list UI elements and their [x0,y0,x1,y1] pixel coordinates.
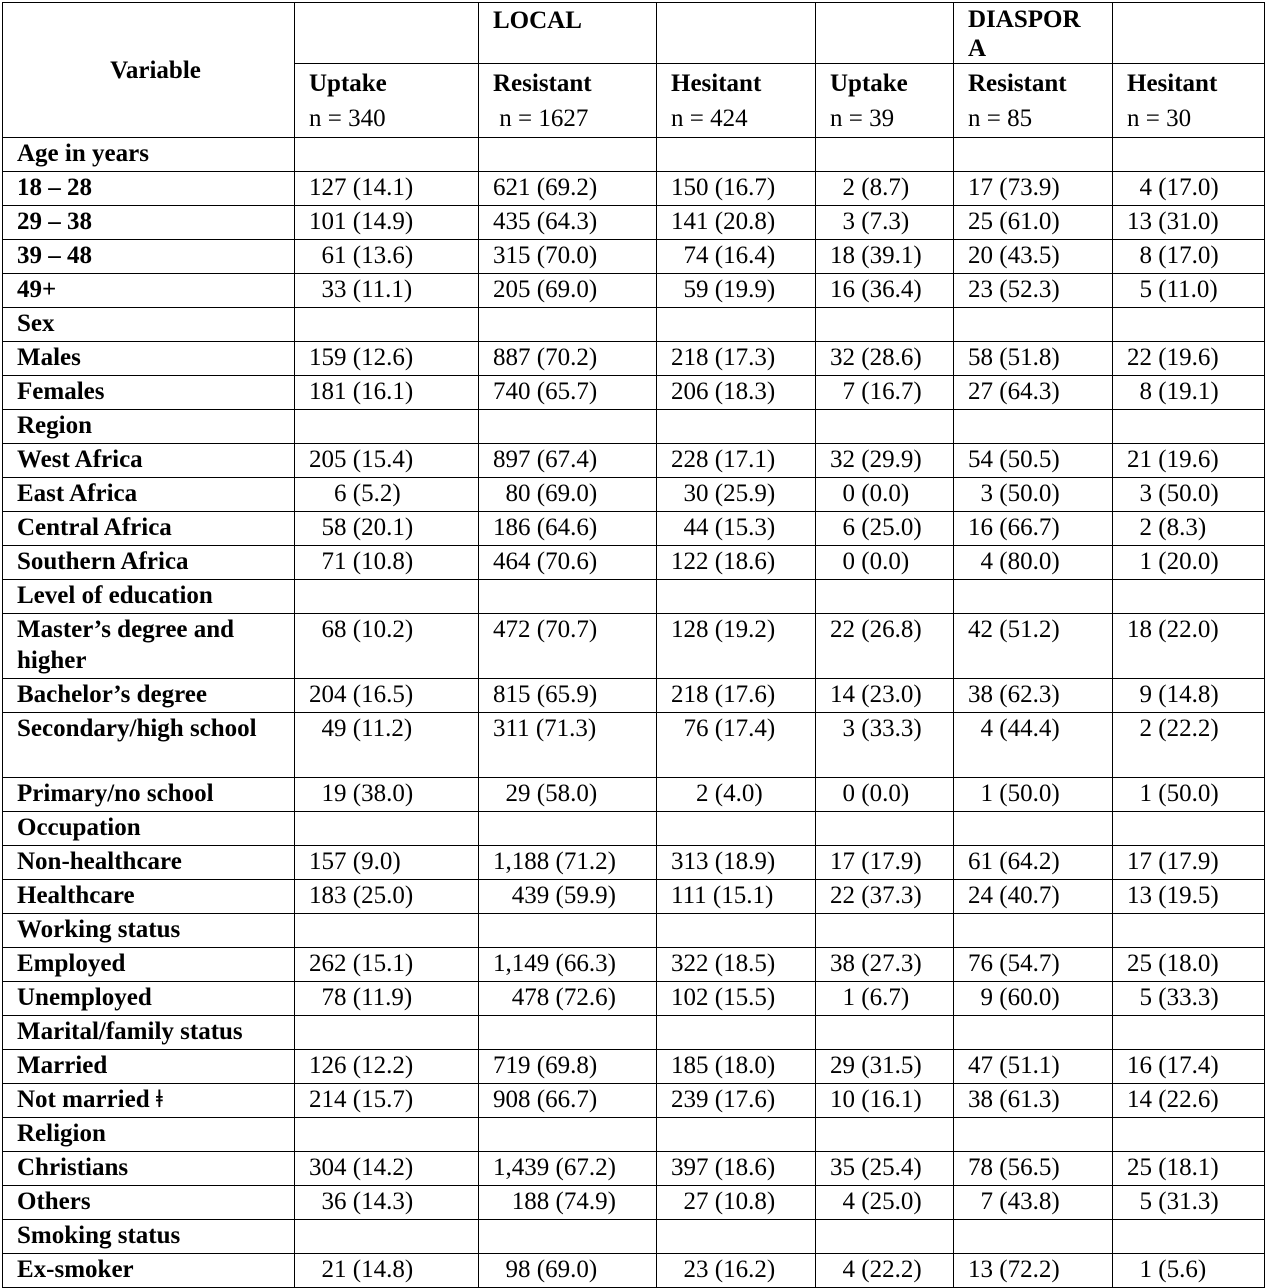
table-row [3,948,1265,982]
empty-cell [1113,914,1265,948]
empty-cell [295,812,479,846]
table-cell: 4 (44.4) [954,713,1113,778]
table-cell: 58 (51.8) [954,342,1113,376]
table-cell: 228 (17.1) [657,444,816,478]
header-col-label: Resistant [493,70,592,97]
table-cell: 23 (16.2) [657,1254,816,1288]
empty-cell [657,914,816,948]
table-cell: 315 (70.0) [479,240,657,274]
table-cell: 27 (64.3) [954,376,1113,410]
table-cell: 6 (25.0) [816,512,954,546]
table-row [3,713,1265,778]
table-cell: 42 (51.2) [954,614,1113,679]
table-cell: 20 (43.5) [954,240,1113,274]
empty-cell [954,580,1113,614]
variable-label: Christians [3,1152,295,1186]
variable-label: 18 – 28 [3,172,295,206]
variable-label: Healthcare [3,880,295,914]
table-cell: 3 (33.3) [816,713,954,778]
table-cell: 38 (27.3) [816,948,954,982]
category-label: Region [3,410,295,444]
empty-cell [1113,812,1265,846]
table-cell: 47 (51.1) [954,1050,1113,1084]
table-cell: 1 (50.0) [1113,778,1265,812]
header-col-n: n = 85 [968,105,1033,132]
table-cell: 2 (4.0) [657,778,816,812]
empty-cell [479,812,657,846]
variable-label: Males [3,342,295,376]
empty-cell [295,1220,479,1254]
empty-cell [295,1016,479,1050]
table-row [3,478,1265,512]
table-cell: 464 (70.6) [479,546,657,580]
header-col-1 [479,64,657,138]
table-cell: 29 (58.0) [479,778,657,812]
empty-cell [479,1016,657,1050]
table-cell: 101 (14.9) [295,206,479,240]
category-label: Sex [3,308,295,342]
table-cell: 22 (19.6) [1113,342,1265,376]
table-cell: 6 (5.2) [295,478,479,512]
table-cell: 3 (7.3) [816,206,954,240]
header-local: LOCAL [479,3,657,64]
table-cell: 25 (18.1) [1113,1152,1265,1186]
variable-label: East Africa [3,478,295,512]
header-empty-4 [1113,3,1265,64]
table-cell: 5 (11.0) [1113,274,1265,308]
header-variable: Variable [3,3,295,138]
table-cell: 186 (64.6) [479,512,657,546]
table-cell: 44 (15.3) [657,512,816,546]
table-cell: 1 (20.0) [1113,546,1265,580]
variable-label: Non-healthcare [3,846,295,880]
table-cell: 740 (65.7) [479,376,657,410]
table-cell: 150 (16.7) [657,172,816,206]
table-cell: 3 (50.0) [954,478,1113,512]
table-cell: 122 (18.6) [657,546,816,580]
table-cell: 1 (6.7) [816,982,954,1016]
table-cell: 621 (69.2) [479,172,657,206]
table-cell: 205 (15.4) [295,444,479,478]
header-empty-1 [295,3,479,64]
header-col-label: Resistant [968,70,1067,97]
table-cell: 185 (18.0) [657,1050,816,1084]
table-cell: 61 (64.2) [954,846,1113,880]
table-cell: 478 (72.6) [479,982,657,1016]
table-row [3,342,1265,376]
table-row [3,1084,1265,1118]
table-cell: 2 (8.7) [816,172,954,206]
table-cell: 472 (70.7) [479,614,657,679]
table-cell: 78 (56.5) [954,1152,1113,1186]
table-cell: 13 (72.2) [954,1254,1113,1288]
table-cell: 35 (25.4) [816,1152,954,1186]
empty-cell [295,914,479,948]
table-cell: 21 (19.6) [1113,444,1265,478]
table-cell: 17 (73.9) [954,172,1113,206]
empty-cell [657,308,816,342]
category-row [3,1016,1265,1050]
table-cell: 0 (0.0) [816,778,954,812]
header-col-n: n = 30 [1127,105,1192,132]
empty-cell [657,580,816,614]
empty-cell [954,914,1113,948]
empty-cell [295,1118,479,1152]
table-cell: 29 (31.5) [816,1050,954,1084]
table-cell: 214 (15.7) [295,1084,479,1118]
empty-cell [657,410,816,444]
header-diaspora-line1: DIASPOR [968,6,1081,33]
table-cell: 435 (64.3) [479,206,657,240]
table-cell: 0 (0.0) [816,546,954,580]
table-cell: 204 (16.5) [295,679,479,713]
table-cell: 74 (16.4) [657,240,816,274]
empty-cell [1113,580,1265,614]
header-col-n: n = 1627 [493,105,589,132]
table-cell: 205 (69.0) [479,274,657,308]
empty-cell [816,410,954,444]
table-row [3,614,1265,679]
empty-cell [479,1118,657,1152]
category-label: Working status [3,914,295,948]
category-row [3,1220,1265,1254]
category-label: Smoking status [3,1220,295,1254]
empty-cell [954,410,1113,444]
empty-cell [816,914,954,948]
table-row [3,444,1265,478]
table-cell: 111 (15.1) [657,880,816,914]
variable-label: Secondary/high school [3,713,295,778]
table-cell: 5 (31.3) [1113,1186,1265,1220]
table-cell: 262 (15.1) [295,948,479,982]
table-cell: 304 (14.2) [295,1152,479,1186]
table-row [3,512,1265,546]
table-cell: 157 (9.0) [295,846,479,880]
table-cell: 36 (14.3) [295,1186,479,1220]
table-cell: 322 (18.5) [657,948,816,982]
header-col-label: Hesitant [1127,70,1218,97]
table-cell: 206 (18.3) [657,376,816,410]
table-cell: 4 (22.2) [816,1254,954,1288]
table-cell: 141 (20.8) [657,206,816,240]
empty-cell [1113,308,1265,342]
table-cell: 218 (17.6) [657,679,816,713]
empty-cell [816,1118,954,1152]
table-cell: 54 (50.5) [954,444,1113,478]
table-cell: 0 (0.0) [816,478,954,512]
table-cell: 128 (19.2) [657,614,816,679]
empty-cell [479,914,657,948]
table-cell: 61 (13.6) [295,240,479,274]
table-cell: 18 (39.1) [816,240,954,274]
empty-cell [1113,1220,1265,1254]
variable-label: Ex-smoker [3,1254,295,1288]
table-cell: 4 (17.0) [1113,172,1265,206]
empty-cell [816,308,954,342]
empty-cell [479,1220,657,1254]
table-cell: 4 (80.0) [954,546,1113,580]
variable-label: Not married ǂ [3,1084,295,1118]
table-cell: 17 (17.9) [1113,846,1265,880]
header-col-label: Hesitant [671,70,762,97]
table-cell: 102 (15.5) [657,982,816,1016]
table-cell: 68 (10.2) [295,614,479,679]
empty-cell [479,410,657,444]
table-cell: 159 (12.6) [295,342,479,376]
table-cell: 38 (62.3) [954,679,1113,713]
table-cell: 33 (11.1) [295,274,479,308]
table-cell: 14 (22.6) [1113,1084,1265,1118]
empty-cell [816,580,954,614]
empty-cell [479,308,657,342]
table-cell: 38 (61.3) [954,1084,1113,1118]
category-label: Religion [3,1118,295,1152]
table-row [3,1254,1265,1288]
table-cell: 8 (17.0) [1113,240,1265,274]
header-col-4 [954,64,1113,138]
table-cell: 21 (14.8) [295,1254,479,1288]
table-cell: 9 (14.8) [1113,679,1265,713]
table-cell: 32 (29.9) [816,444,954,478]
variable-label: Master’s degree and higher [3,614,295,679]
table-cell: 16 (17.4) [1113,1050,1265,1084]
table-cell: 2 (8.3) [1113,512,1265,546]
table-cell: 3 (50.0) [1113,478,1265,512]
table-cell: 32 (28.6) [816,342,954,376]
variable-label: Unemployed [3,982,295,1016]
empty-cell [657,1220,816,1254]
table-cell: 16 (66.7) [954,512,1113,546]
table-cell: 18 (22.0) [1113,614,1265,679]
empty-cell [954,138,1113,172]
table-row [3,846,1265,880]
table-cell: 25 (61.0) [954,206,1113,240]
category-row [3,308,1265,342]
header-empty-3 [816,3,954,64]
variable-label: Southern Africa [3,546,295,580]
table-cell: 908 (66.7) [479,1084,657,1118]
table-cell: 439 (59.9) [479,880,657,914]
table-cell: 1 (5.6) [1113,1254,1265,1288]
table-cell: 14 (23.0) [816,679,954,713]
header-col-n: n = 340 [309,105,386,132]
table-cell: 7 (43.8) [954,1186,1113,1220]
table-cell: 239 (17.6) [657,1084,816,1118]
empty-cell [295,138,479,172]
variable-label: 39 – 48 [3,240,295,274]
header-col-0 [295,64,479,138]
empty-cell [657,1016,816,1050]
table-cell: 183 (25.0) [295,880,479,914]
header-col-label: Uptake [830,70,908,97]
table-cell: 10 (16.1) [816,1084,954,1118]
table-cell: 22 (26.8) [816,614,954,679]
empty-cell [954,1220,1113,1254]
table-cell: 126 (12.2) [295,1050,479,1084]
table-cell: 5 (33.3) [1113,982,1265,1016]
category-label: Age in years [3,138,295,172]
table-cell: 22 (37.3) [816,880,954,914]
table-cell: 8 (19.1) [1113,376,1265,410]
variable-label: West Africa [3,444,295,478]
table-row [3,1050,1265,1084]
empty-cell [657,812,816,846]
category-row [3,914,1265,948]
table-cell: 49 (11.2) [295,713,479,778]
table-row [3,982,1265,1016]
empty-cell [816,138,954,172]
table-cell: 188 (74.9) [479,1186,657,1220]
table-cell: 76 (17.4) [657,713,816,778]
table-cell: 1 (50.0) [954,778,1113,812]
header-diaspora [954,3,1113,64]
empty-cell [295,580,479,614]
table-cell: 127 (14.1) [295,172,479,206]
table-cell: 7 (16.7) [816,376,954,410]
table-cell: 30 (25.9) [657,478,816,512]
header-col-label: Uptake [309,70,387,97]
variable-label: Bachelor’s degree [3,679,295,713]
table-row [3,546,1265,580]
empty-cell [295,308,479,342]
category-label: Occupation [3,812,295,846]
variable-label: Others [3,1186,295,1220]
table-cell: 76 (54.7) [954,948,1113,982]
table-cell: 27 (10.8) [657,1186,816,1220]
header-col-2 [657,64,816,138]
table-cell: 19 (38.0) [295,778,479,812]
empty-cell [657,138,816,172]
table-cell: 1,149 (66.3) [479,948,657,982]
table-row [3,376,1265,410]
variable-label: Females [3,376,295,410]
table-cell: 1,439 (67.2) [479,1152,657,1186]
empty-cell [816,1016,954,1050]
table-cell: 58 (20.1) [295,512,479,546]
empty-cell [954,1118,1113,1152]
table-cell: 98 (69.0) [479,1254,657,1288]
table-cell: 71 (10.8) [295,546,479,580]
variable-label: Married [3,1050,295,1084]
table-row [3,274,1265,308]
empty-cell [479,580,657,614]
empty-cell [1113,1118,1265,1152]
empty-cell [657,1118,816,1152]
table-cell: 897 (67.4) [479,444,657,478]
category-row [3,580,1265,614]
table-cell: 9 (60.0) [954,982,1113,1016]
table-cell: 17 (17.9) [816,846,954,880]
table-cell: 181 (16.1) [295,376,479,410]
variable-label: 29 – 38 [3,206,295,240]
table-row [3,1186,1265,1220]
table-cell: 313 (18.9) [657,846,816,880]
header-col-n: n = 424 [671,105,748,132]
table-row [3,172,1265,206]
empty-cell [1113,410,1265,444]
table-cell: 80 (69.0) [479,478,657,512]
table-cell: 218 (17.3) [657,342,816,376]
table-cell: 16 (36.4) [816,274,954,308]
empty-cell [1113,1016,1265,1050]
empty-cell [295,410,479,444]
empty-cell [816,812,954,846]
table-cell: 2 (22.2) [1113,713,1265,778]
category-row [3,812,1265,846]
table-cell: 59 (19.9) [657,274,816,308]
table-row [3,778,1265,812]
category-label: Marital/family status [3,1016,295,1050]
table-row [3,679,1265,713]
table-cell: 1,188 (71.2) [479,846,657,880]
header-diaspora-line2: A [968,35,987,62]
header-col-n: n = 39 [830,105,895,132]
empty-cell [954,812,1113,846]
header-col-3 [816,64,954,138]
variable-label: Employed [3,948,295,982]
table-cell: 397 (18.6) [657,1152,816,1186]
table-cell: 13 (19.5) [1113,880,1265,914]
table-cell: 4 (25.0) [816,1186,954,1220]
empty-cell [954,1016,1113,1050]
variable-label: Central Africa [3,512,295,546]
data-table [2,2,1265,1288]
table-row [3,206,1265,240]
header-col-5 [1113,64,1265,138]
table-cell: 23 (52.3) [954,274,1113,308]
variable-label: Primary/no school [3,778,295,812]
variable-label: 49+ [3,274,295,308]
empty-cell [954,308,1113,342]
header-empty-2 [657,3,816,64]
empty-cell [816,1220,954,1254]
table-row [3,1152,1265,1186]
category-row [3,1118,1265,1152]
empty-cell [479,138,657,172]
table-cell: 24 (40.7) [954,880,1113,914]
table-cell: 887 (70.2) [479,342,657,376]
category-row [3,410,1265,444]
table-row [3,880,1265,914]
table-cell: 311 (71.3) [479,713,657,778]
table-cell: 25 (18.0) [1113,948,1265,982]
table-row [3,240,1265,274]
category-row [3,138,1265,172]
category-label: Level of education [3,580,295,614]
table-cell: 78 (11.9) [295,982,479,1016]
table-cell: 719 (69.8) [479,1050,657,1084]
empty-cell [1113,138,1265,172]
table-cell: 13 (31.0) [1113,206,1265,240]
table-cell: 815 (65.9) [479,679,657,713]
